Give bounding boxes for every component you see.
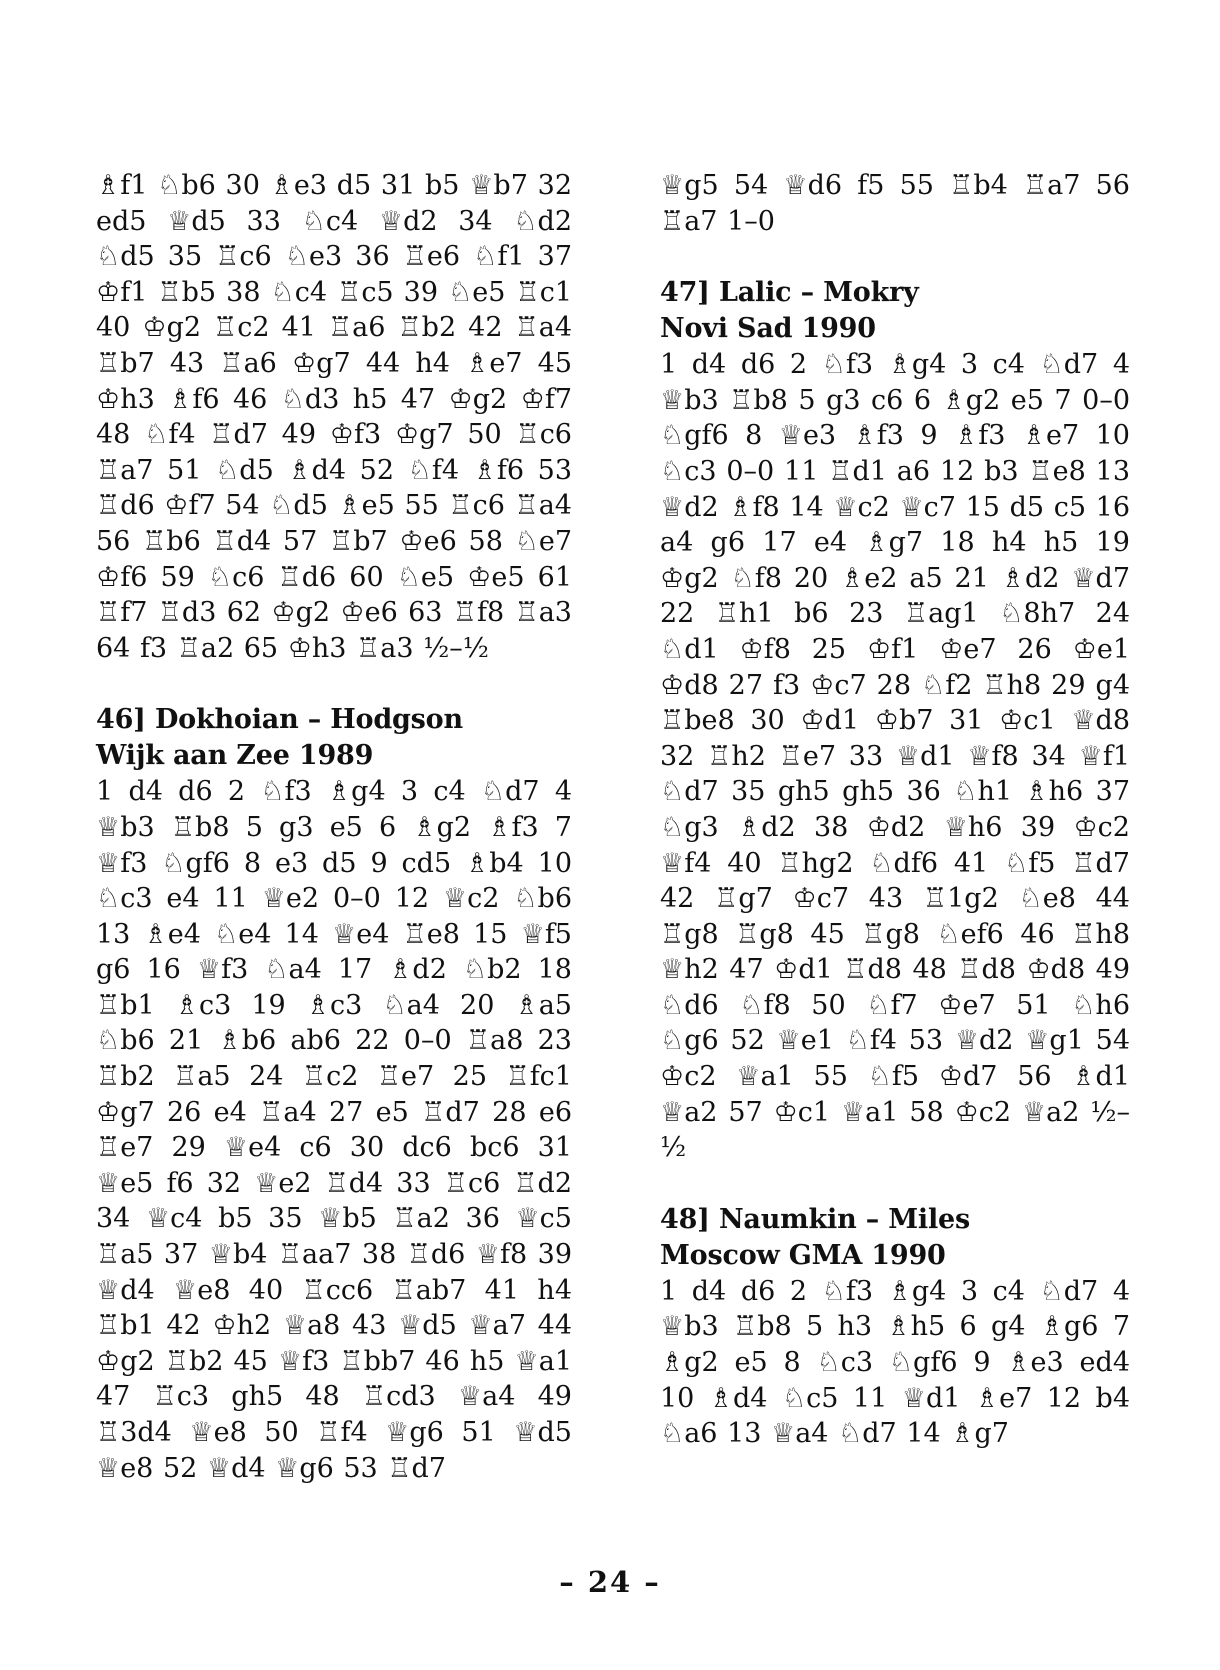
game-48 [660,1202,1130,1452]
right-column [660,168,1130,1488]
game-title: 46] Dokhoian – Hodgson [96,704,463,736]
game-event: Novi Sad 1990 [660,313,876,345]
left-column [96,168,572,1522]
game-moves: 1 d4 d6 2 ♘f3 ♗g4 3 c4 ♘d7 4 ♕b3 ♖b8 5 g3 c6 6 ♗g2 e5 7 0–0 ♘gf6 8 ♕e3 ♗f3 9 ♗f3 ♗e7 10 ♘c3 0–0 11 ♖d1 a6 12 b3 ♖e8 13 ♕d2 ♗f8 14 ♕c2 ♕c7 15 d5 c5 16 a4 g6 17 e4 ♗g7 18 h4 h5 19 ♔g2 ♘f8 20 ♗e2 a5 21 ♗d2 ♕d7 22 ♖h1 b6 23 ♖ag1 ♘8h7 24 ♘d1 ♔f8 25 ♔f1 ♔e7 26 ♔e1 ♔d8 27 f3 ♔c7 28 ♘f2 ♖h8 29 g4 ♖be8 30 ♔d1 ♔b7 31 ♔c1 ♕d8 32 ♖h2 ♖e7 33 ♕d1 ♕f8 34 ♕f1 ♘d7 35 gh5 gh5 36 ♘h1 ♗h6 37 ♘g3 ♗d2 38 ♔d2 ♕h6 39 ♔c2 ♕f4 40 ♖hg2 ♘df6 41 ♘f5 ♖d7 42 ♖g7 ♔c7 43 ♖1g2 ♘e8 44 ♖g8 ♖g8 45 ♖g8 ♘ef6 46 ♖h8 ♕h2 47 ♔d1 ♖d8 48 ♖d8 ♔d8 49 ♘d6 ♘f8 50 ♘f7 ♔e7 51 ♘h6 ♘g6 52 ♕e1 ♘f4 53 ♕d2 ♕g1 54 ♔c2 ♕a1 55 ♘f5 ♔d7 56 ♗d1 ♕a2 57 ♔c1 ♕a1 58 ♔c2 ♕a2 ½–½ [660,349,1130,1164]
game-moves: 1 d4 d6 2 ♘f3 ♗g4 3 c4 ♘d7 4 ♕b3 ♖b8 5 g3 e5 6 ♗g2 ♗f3 7 ♕f3 ♘gf6 8 e3 d5 9 cd5 ♗b4 10 ♘c3 e4 11 ♕e2 0–0 12 ♕c2 ♘b6 13 ♗e4 ♘e4 14 ♕e4 ♖e8 15 ♕f5 g6 16 ♕f3 ♘a4 17 ♗d2 ♘b2 18 ♖b1 ♗c3 19 ♗c3 ♘a4 20 ♗a5 ♘b6 21 ♗b6 ab6 22 0–0 ♖a8 23 ♖b2 ♖a5 24 ♖c2 ♖e7 25 ♖fc1 ♔g7 26 e4 ♖a4 27 e5 ♖d7 28 e6 ♖e7 29 ♕e4 c6 30 dc6 bc6 31 ♕e5 f6 32 ♕e2 ♖d4 33 ♖c6 ♖d2 34 ♕c4 b5 35 ♕b5 ♖a2 36 ♕c5 ♖a5 37 ♕b4 ♖aa7 38 ♖d6 ♕f8 39 ♕d4 ♕e8 40 ♖cc6 ♖ab7 41 h4 ♖b1 42 ♔h2 ♕a8 43 ♕d5 ♕a7 44 ♔g2 ♖b2 45 ♕f3 ♖bb7 46 h5 ♕a1 47 ♖c3 gh5 48 ♖cd3 ♕a4 49 ♖3d4 ♕e8 50 ♖f4 ♕g6 51 ♕d5 ♕e8 52 ♕d4 ♕g6 53 ♖d7 [96,776,572,1484]
game-moves: ♗f1 ♘b6 30 ♗e3 d5 31 b5 ♕b7 32 ed5 ♕d5 33 ♘c4 ♕d2 34 ♘d2 ♘d5 35 ♖c6 ♘e3 36 ♖e6 ♘f1 37 ♔f1 ♖b5 38 ♘c4 ♖c5 39 ♘e5 ♖c1 40 ♔g2 ♖c2 41 ♖a6 ♖b2 42 ♖a4 ♖b7 43 ♖a6 ♔g7 44 h4 ♗e7 45 ♔h3 ♗f6 46 ♘d3 h5 47 ♔g2 ♔f7 48 ♘f4 ♖d7 49 ♔f3 ♔g7 50 ♖c6 ♖a7 51 ♘d5 ♗d4 52 ♘f4 ♗f6 53 ♖d6 ♔f7 54 ♘d5 ♗e5 55 ♖c6 ♖a4 56 ♖b6 ♖d4 57 ♖b7 ♔e6 58 ♘e7 ♔f6 59 ♘c6 ♖d6 60 ♘e5 ♔e5 61 ♖f7 ♖d3 62 ♔g2 ♔e6 63 ♖f8 ♖a3 64 f3 ♖a2 65 ♔h3 ♖a3 ½–½ [96,170,572,664]
game-45-continuation [96,168,572,666]
game-47 [660,275,1130,1166]
game-moves: ♕g5 54 ♕d6 f5 55 ♖b4 ♖a7 56 ♖a7 1–0 [660,170,1130,237]
game-event: Wijk aan Zee 1989 [96,740,374,772]
game-46-continuation [660,168,1130,239]
game-title: 48] Naumkin – Miles [660,1203,970,1235]
game-moves: 1 d4 d6 2 ♘f3 ♗g4 3 c4 ♘d7 4 ♕b3 ♖b8 5 h3 ♗h5 6 g4 ♗g6 7 ♗g2 e5 8 ♘c3 ♘gf6 9 ♗e3 ed4 10 ♗d4 ♘c5 11 ♕d1 ♗e7 12 b4 ♘a6 13 ♕a4 ♘d7 14 ♗g7 [660,1275,1130,1450]
game-event: Moscow GMA 1990 [660,1239,946,1271]
game-46 [96,702,572,1486]
game-title: 47] Lalic – Mokry [660,277,919,309]
page-number: – 24 – [559,1565,661,1599]
